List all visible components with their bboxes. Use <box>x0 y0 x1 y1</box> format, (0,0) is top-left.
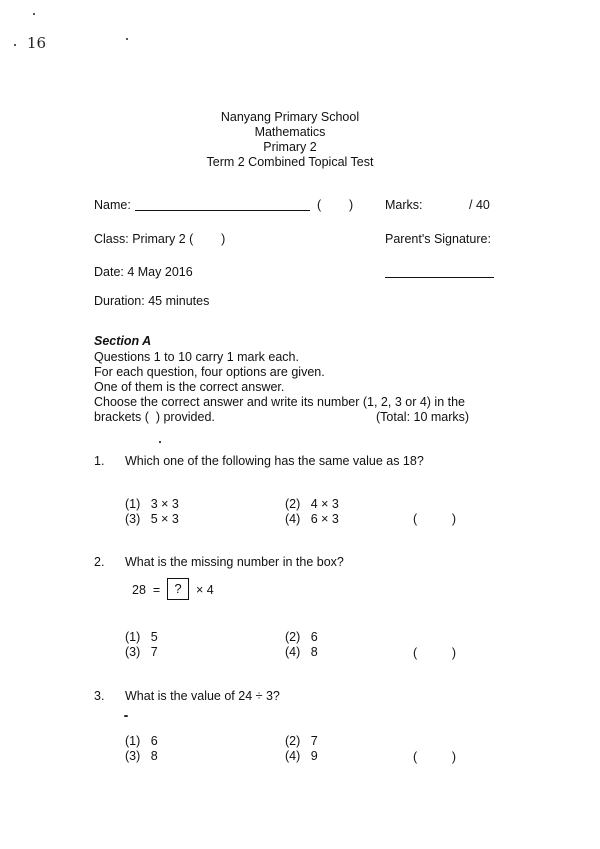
handwritten-page-number: 16 <box>27 34 47 52</box>
duration-label: Duration: 45 minutes <box>94 294 210 308</box>
option-4: (4) 6 × 3 <box>285 512 339 526</box>
equation-right: × 4 <box>196 583 214 597</box>
question-number: 1. <box>94 454 105 468</box>
date-label: Date: 4 May 2016 <box>94 265 193 279</box>
question-text: What is the value of 24 ÷ 3? <box>125 689 280 703</box>
section-total: (Total: 10 marks) <box>376 410 470 424</box>
document-header <box>0 110 580 170</box>
marks-label: Marks: <box>385 198 423 212</box>
answer-brackets[interactable]: ( ) <box>413 512 457 526</box>
stray-mark <box>124 715 128 717</box>
option-2: (2) 6 <box>285 630 318 644</box>
option-4: (4) 8 <box>285 645 318 659</box>
question-text: Which one of the following has the same value as 18? <box>125 454 424 468</box>
question-text: What is the missing number in the box? <box>125 555 344 569</box>
option-1: (1) 6 <box>125 734 158 748</box>
subject-name: Mathematics <box>254 125 326 139</box>
answer-brackets[interactable]: ( ) <box>413 750 457 764</box>
level-name: Primary 2 <box>263 140 317 154</box>
option-4: (4) 9 <box>285 749 318 763</box>
answer-brackets[interactable]: ( ) <box>413 646 457 660</box>
equation-left: 28 = <box>132 583 161 597</box>
name-label: Name: <box>94 198 131 212</box>
stray-mark <box>14 44 16 46</box>
question-number: 2. <box>94 555 105 569</box>
name-line[interactable] <box>135 210 310 211</box>
option-2: (2) 7 <box>285 734 318 748</box>
test-name: Term 2 Combined Topical Test <box>206 155 374 169</box>
school-name: Nanyang Primary School <box>220 110 360 124</box>
section-title: Section A <box>94 334 152 348</box>
stray-mark <box>126 38 128 40</box>
option-1: (1) 3 × 3 <box>125 497 179 511</box>
instruction-line: brackets ( ) provided. <box>94 410 215 424</box>
option-3: (3) 5 × 3 <box>125 512 179 526</box>
option-3: (3) 8 <box>125 749 158 763</box>
class-label: Class: Primary 2 ( ) <box>94 232 226 246</box>
instruction-line: For each question, four options are given. <box>94 365 325 379</box>
parent-signature-label: Parent's Signature: <box>385 232 491 246</box>
instruction-line: Questions 1 to 10 carry 1 mark each. <box>94 350 299 364</box>
parent-signature-line[interactable] <box>385 277 494 278</box>
option-1: (1) 5 <box>125 630 158 644</box>
question-number: 3. <box>94 689 105 703</box>
marks-total: / 40 <box>469 198 490 212</box>
missing-number-box: ? <box>167 578 189 600</box>
option-2: (2) 4 × 3 <box>285 497 339 511</box>
stray-mark <box>159 441 161 443</box>
register-number-brackets: ( ) <box>317 198 354 212</box>
instruction-line: One of them is the correct answer. <box>94 380 285 394</box>
stray-mark <box>33 13 35 15</box>
instruction-line: Choose the correct answer and write its number (1, 2, 3 or 4) in the <box>94 395 466 409</box>
option-3: (3) 7 <box>125 645 158 659</box>
